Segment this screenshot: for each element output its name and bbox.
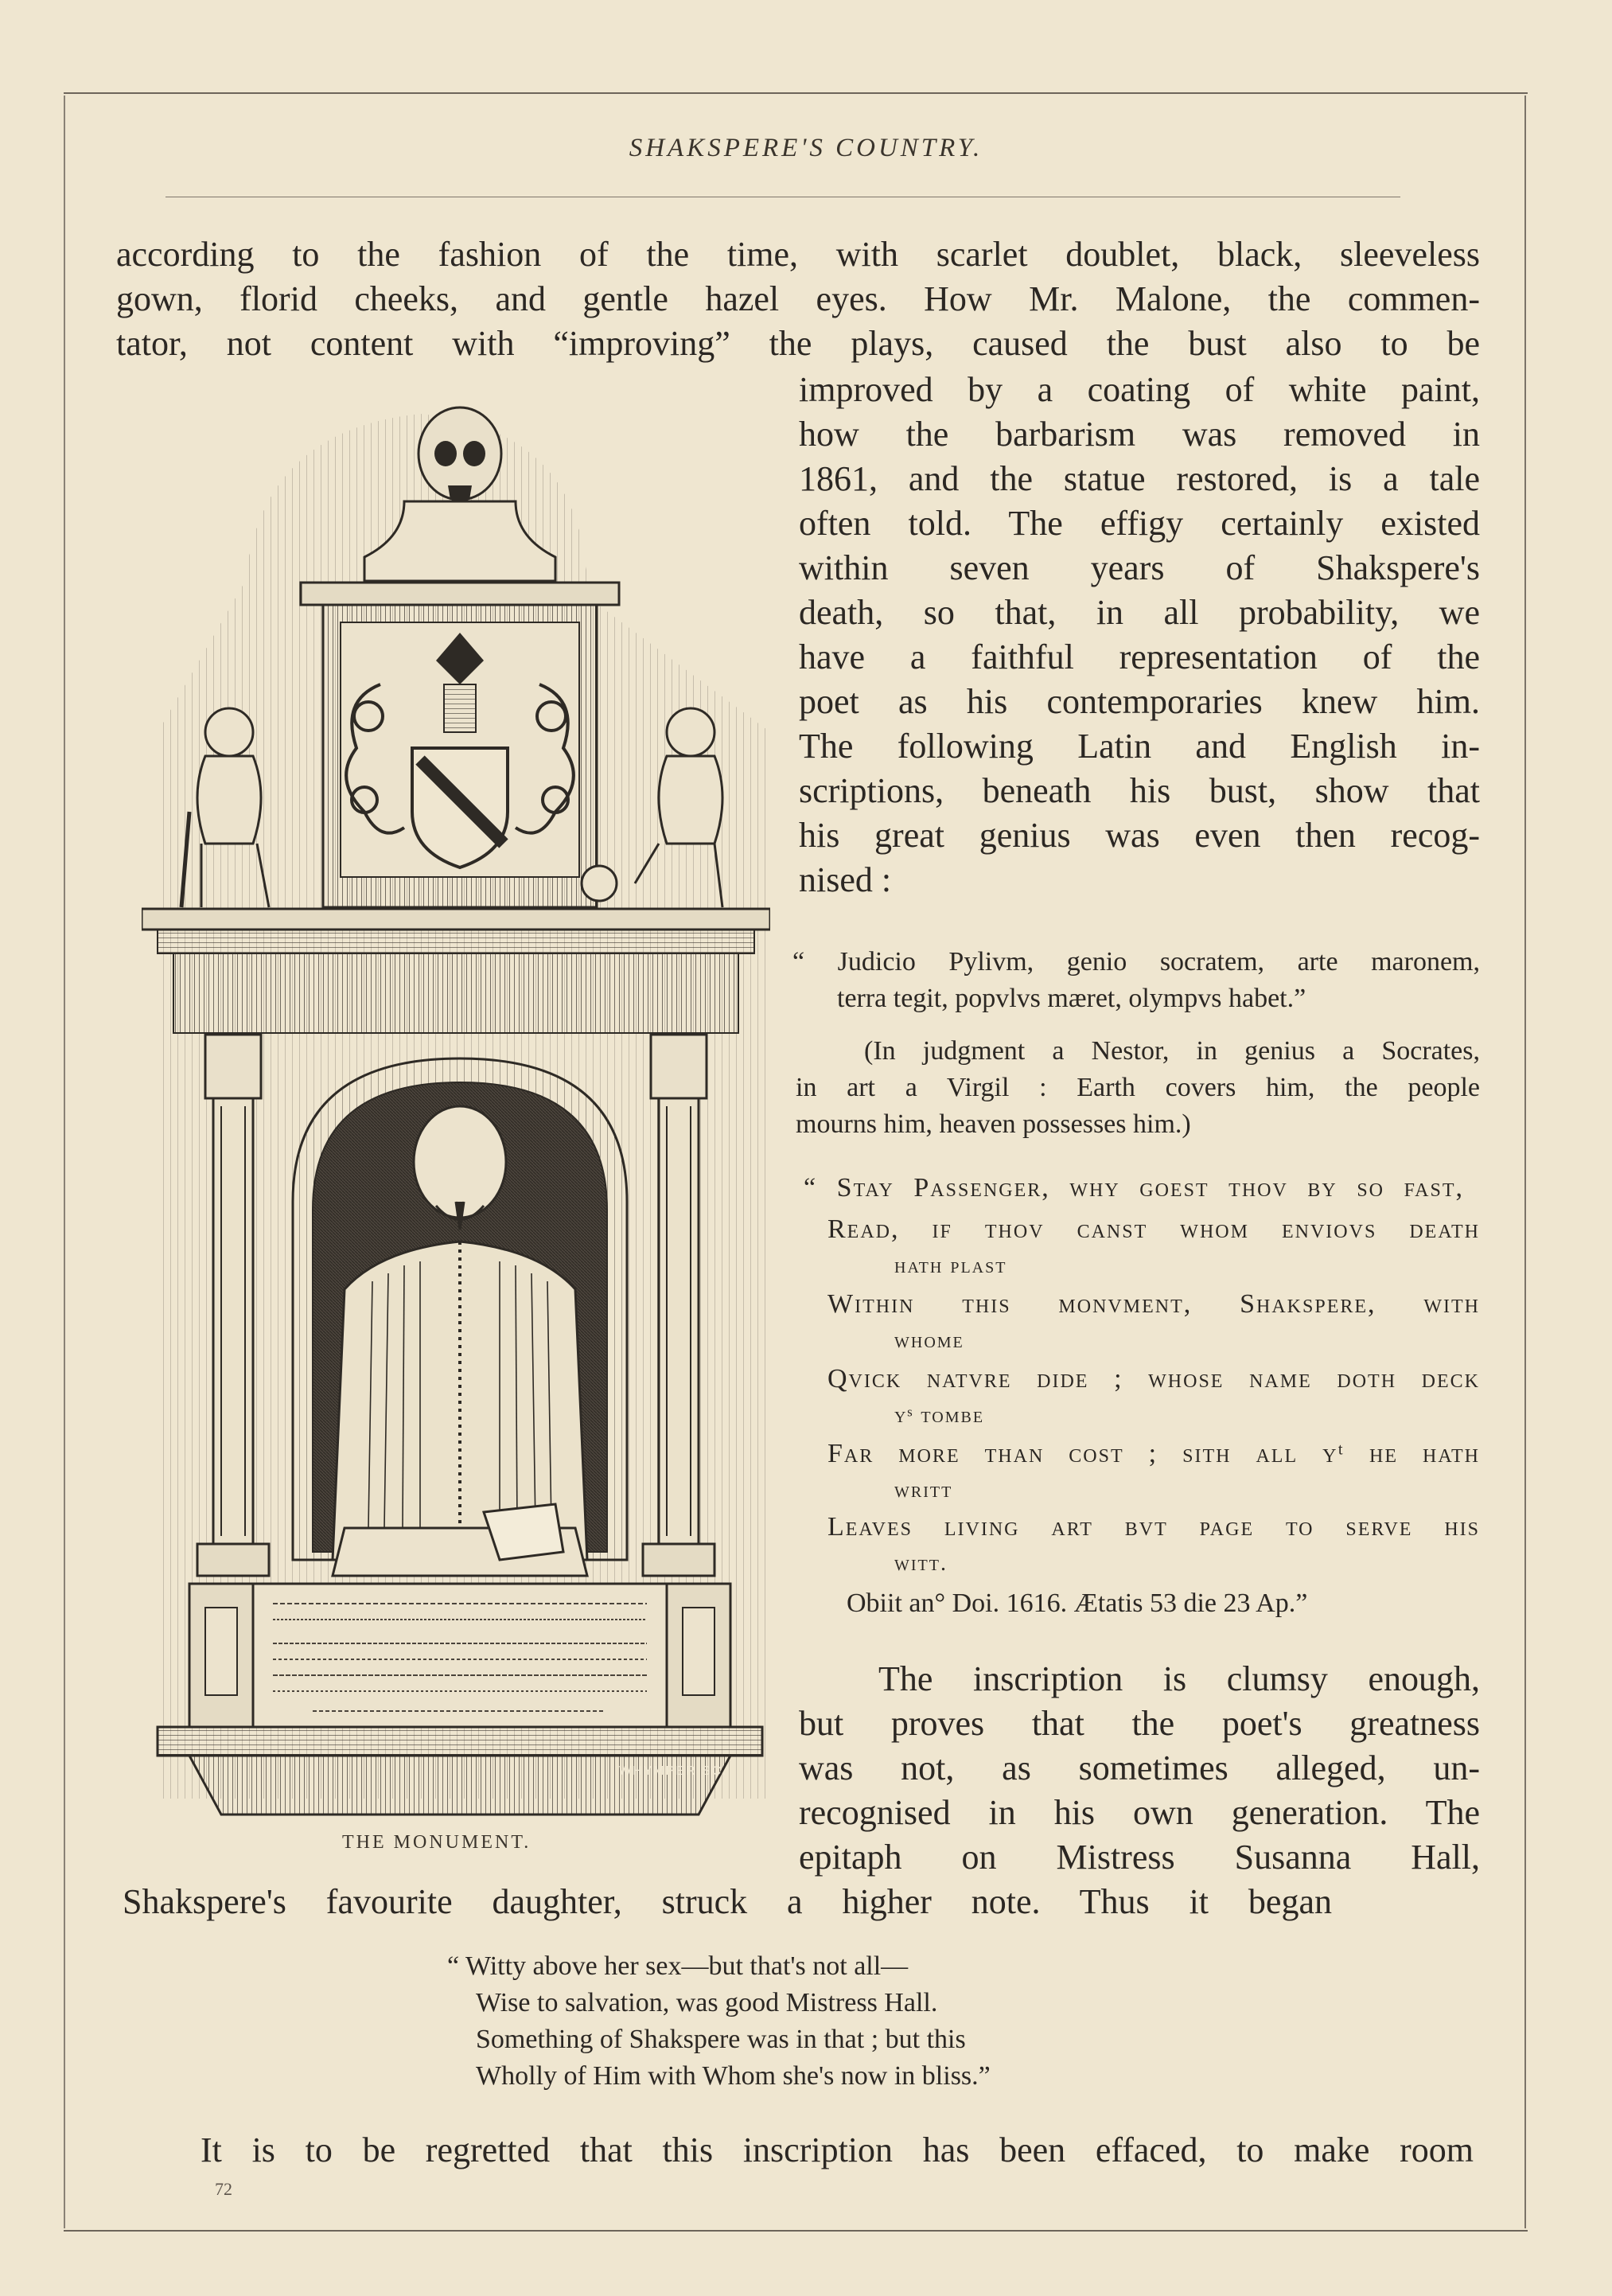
- body-line: scriptions, beneath his bust, show that: [799, 771, 1480, 810]
- body-line: 1861, and the statue restored, is a tale: [799, 459, 1480, 498]
- body-line: Shakspere's favourite daughter, struck a higher note. Thus it began: [123, 1882, 1332, 1921]
- engraver-signature: WHYMPER SC.: [619, 1764, 728, 1778]
- epitaph-line: “ Stay Passenger, why goest thov by so fast,: [804, 1173, 1464, 1203]
- epitaph-line: Within this monvment, Shakspere, with: [827, 1289, 1480, 1319]
- body-line: how the barbarism was removed in: [799, 415, 1480, 454]
- body-line: It is to be regretted that this inscription has been effaced, to make room: [201, 2130, 1474, 2169]
- body-line: but proves that the poet's greatness: [799, 1704, 1480, 1743]
- epitaph-line: yˢ tombe: [894, 1403, 985, 1428]
- body-line: tator, not content with “improving” the plays, caused the bust also to be: [116, 324, 1480, 363]
- body-line: The following Latin and English in-: [799, 727, 1480, 766]
- translation-line: mourns him, heaven possesses him.): [796, 1109, 1191, 1139]
- body-line: within seven years of Shakspere's: [799, 548, 1480, 587]
- epitaph-line: writt: [894, 1478, 953, 1503]
- epitaph-line: Read, if thov canst whom enviovs death: [827, 1214, 1480, 1244]
- epitaph-line: Obiit an° Doi. 1616. Ætatis 53 die 23 Ap.”: [847, 1588, 1308, 1618]
- hall-epitaph-line: Something of Shakspere was in that ; but this: [476, 2025, 966, 2054]
- body-line: according to the fashion of the time, with scarlet doublet, black, sleeveless: [116, 235, 1480, 274]
- body-line: often told. The effigy certainly existed: [799, 504, 1480, 543]
- skull-figure: [419, 407, 501, 500]
- epitaph-line: hath plast: [894, 1253, 1007, 1278]
- epitaph-line: Leaves living art bvt page to serve his: [827, 1512, 1480, 1542]
- epitaph-line: Far more than cost ; sith all yᵗ he hath: [827, 1439, 1480, 1468]
- running-head: SHAKSPERE'S COUNTRY.: [629, 134, 983, 162]
- illustration-caption: THE MONUMENT.: [342, 1832, 531, 1853]
- body-line: poet as his contemporaries knew him.: [799, 682, 1480, 721]
- body-line: was not, as sometimes alleged, un-: [799, 1748, 1480, 1787]
- hall-epitaph-line: “ Witty above her sex—but that's not all—: [447, 1951, 909, 1981]
- hall-epitaph-line: Wholly of Him with Whom she's now in bliss.”: [476, 2061, 991, 2091]
- body-line: improved by a coating of white paint,: [799, 370, 1480, 409]
- latin-quote-line: terra tegit, popvlvs mæret, olympvs habet.”: [837, 984, 1306, 1013]
- body-line: his great genius was even then recog-: [799, 816, 1480, 855]
- latin-quote-line: “ Judicio Pylivm, genio socratem, arte maronem,: [792, 947, 1480, 976]
- body-line: gown, florid cheeks, and gentle hazel eyes. How Mr. Malone, the commen-: [116, 279, 1480, 318]
- body-line: The inscription is clumsy enough,: [878, 1659, 1480, 1698]
- epitaph-line: witt.: [894, 1551, 948, 1576]
- epitaph-line: whome: [894, 1328, 964, 1353]
- translation-line: (In judgment a Nestor, in genius a Socrates,: [864, 1036, 1480, 1066]
- hall-epitaph-line: Wise to salvation, was good Mistress Hall.: [476, 1988, 938, 2017]
- body-line: nised :: [799, 860, 892, 899]
- page-number: 72: [215, 2179, 232, 2199]
- body-line: death, so that, in all probability, we: [799, 593, 1480, 632]
- translation-line: in art a Virgil : Earth covers him, the people: [796, 1073, 1480, 1102]
- monument-engraving: [142, 398, 770, 1838]
- epitaph-line: Qvick natvre dide ; whose name doth deck: [827, 1364, 1480, 1394]
- body-line: have a faithful representation of the: [799, 637, 1480, 676]
- body-line: recognised in his own generation. The: [799, 1793, 1480, 1832]
- body-line: epitaph on Mistress Susanna Hall,: [799, 1838, 1480, 1877]
